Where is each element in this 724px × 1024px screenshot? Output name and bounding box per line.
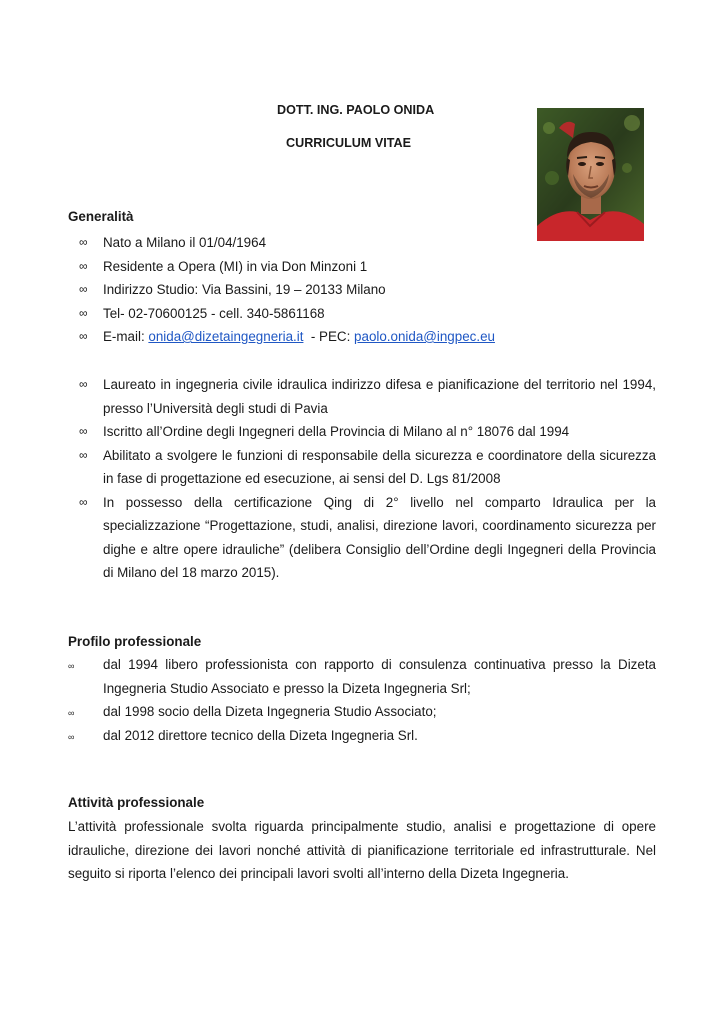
list-item xyxy=(68,653,656,700)
list-item-text: Residente a Opera (MI) in via Don Minzoni 1 xyxy=(103,258,368,274)
list-item-text: In possesso della certificazione Qing di 2° livello nel comparto Idraulica per la specializzazione “Progettazione, studi, analisi, direzione lavori, coordinamento sicurezza per dighe e altre opere idrauliche” (delibera Consiglio dell’Ordine degli Ingegneri della Provincia di Milano del 18 marzo 2015). xyxy=(103,494,656,580)
list-item xyxy=(68,255,656,279)
infinity-bullet-icon: ∞ xyxy=(79,282,88,296)
infinity-bullet-icon: ∞ xyxy=(79,377,88,391)
infinity-bullet-icon: ∞ xyxy=(79,424,88,438)
infinity-bullet-icon: ∞ xyxy=(79,494,88,509)
qualifications-list xyxy=(68,373,656,585)
section-title-generalita: Generalità xyxy=(68,209,134,224)
infinity-bullet-icon: ∞ xyxy=(68,731,75,742)
infinity-bullet-icon: ∞ xyxy=(68,661,75,671)
pec-label: - PEC: xyxy=(303,329,355,344)
list-item-text: dal 1994 libero professionista con rapporto di consulenza continuativa presso la Dizeta Ingegneria Studio Associato e presso la Dizeta Ingegneria Srl; xyxy=(103,657,656,696)
list-item xyxy=(68,420,656,444)
infinity-bullet-icon: ∞ xyxy=(79,329,88,343)
list-item-text: Iscritto all’Ordine degli Ingegneri della Provincia di Milano al n° 18076 dal 1994 xyxy=(103,424,570,439)
list-item-text: Indirizzo Studio: Via Bassini, 19 – 20133 Milano xyxy=(103,282,386,297)
section-title-profilo: Profilo professionale xyxy=(68,634,202,649)
portrait-photo xyxy=(537,108,644,241)
list-item xyxy=(68,444,656,491)
infinity-bullet-icon: ∞ xyxy=(79,447,88,462)
list-item xyxy=(68,700,656,724)
section-title-attivita: Attività professionale xyxy=(68,795,205,810)
list-item-text: Nato a Milano il 01/04/1964 xyxy=(103,235,267,250)
email-label: E-mail: xyxy=(103,329,149,344)
infinity-bullet-icon: ∞ xyxy=(68,708,75,718)
list-item-text: dal 2012 direttore tecnico della Dizeta Ingegneria Srl. xyxy=(103,727,418,743)
list-item-text: Tel- 02-70600125 - cell. 340-5861168 xyxy=(103,305,325,321)
list-item xyxy=(68,278,656,302)
document-subtitle: CURRICULUM VITAE xyxy=(286,136,411,150)
email-link[interactable]: onida@dizetaingegneria.it xyxy=(148,329,304,344)
document-title: DOTT. ING. PAOLO ONIDA xyxy=(277,103,435,117)
list-item-email xyxy=(68,325,656,349)
list-item xyxy=(68,231,656,255)
list-item-text: dal 1998 socio della Dizeta Ingegneria Studio Associato; xyxy=(103,704,437,719)
list-item-text: Abilitato a svolgere le funzioni di responsabile della sicurezza e coordinatore della sicurezza in fase di progettazione ed esecuzione, ai sensi del D. Lgs 81/2008 xyxy=(103,447,656,486)
list-item xyxy=(68,302,656,326)
attivita-paragraph: L’attività professionale svolta riguarda principalmente studio, analisi e progettazione di opere idrauliche, direzione dei lavori nonché attività di pianificazione territoriale ed infrastrutturale. Nel seguito si riporta l’elenco dei principali lavori svolti all’interno della Dizeta Ingegneria. xyxy=(68,819,656,881)
pec-email-link[interactable]: paolo.onida@ingpec.eu xyxy=(354,329,495,344)
list-item xyxy=(68,491,656,585)
list-item-text: Laureato in ingegneria civile idraulica indirizzo difesa e pianificazione del territorio nel 1994, presso l’Università degli studi di Pavia xyxy=(103,377,656,416)
list-item xyxy=(68,724,656,748)
infinity-bullet-icon: ∞ xyxy=(79,235,88,249)
infinity-bullet-icon: ∞ xyxy=(79,305,88,320)
generalita-list xyxy=(68,231,656,349)
profilo-list xyxy=(68,653,656,747)
portrait-illustration xyxy=(537,108,644,241)
list-item xyxy=(68,373,656,420)
infinity-bullet-icon: ∞ xyxy=(79,258,88,273)
